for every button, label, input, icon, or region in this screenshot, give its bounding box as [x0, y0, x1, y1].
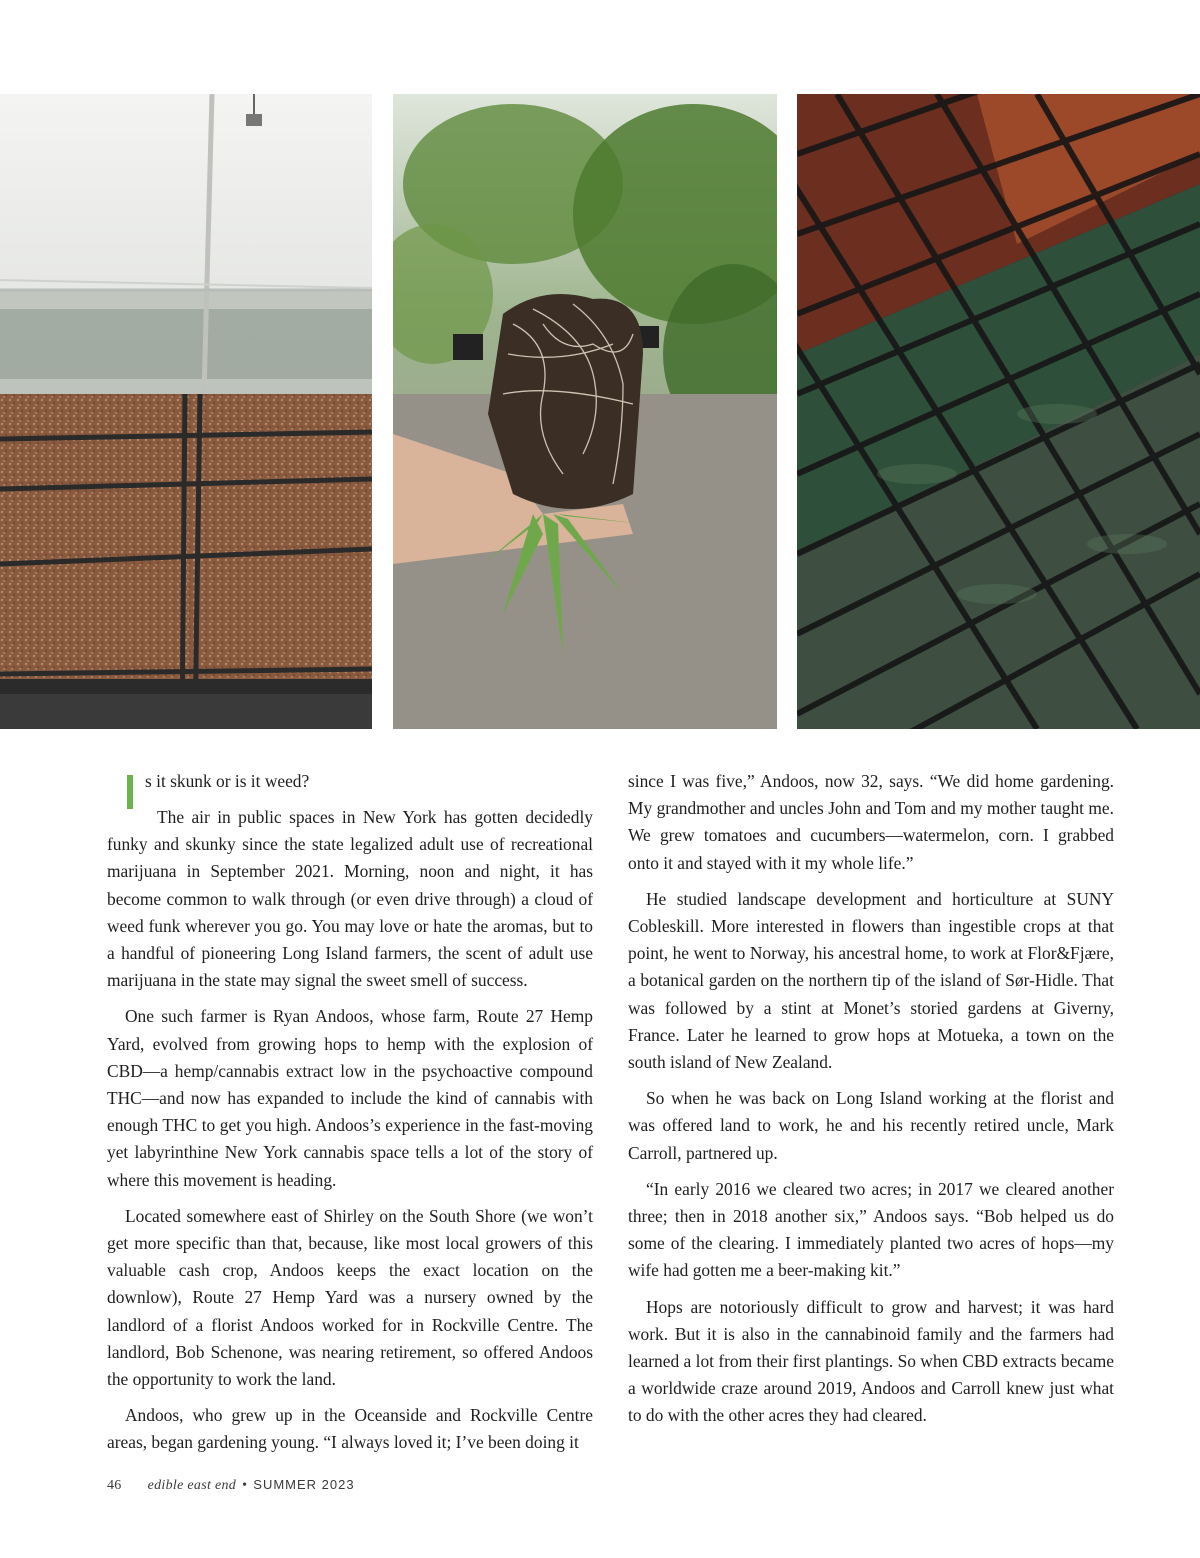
paragraph: So when he was back on Long Island working at the florist and was offered land to work, he and his recently retired uncle, Mark Carroll, partnered up. [628, 1088, 1114, 1163]
page-footer [107, 1477, 355, 1494]
issue-label: SUMMER 2023 [253, 1477, 355, 1492]
lede-text: s it skunk or is it weed? [145, 771, 310, 791]
article-column-left [107, 768, 593, 1466]
paragraph: since I was five,” Andoos, now 32, says. “We did home gardening. My grandmother and uncles John and Tom and my mother taught me. We grew tomatoes and cucumbers—watermelon, corn. I grabbed onto it and stayed with it my whole life.” [628, 771, 1114, 873]
footer-separator: • [242, 1478, 248, 1493]
drop-cap-bar [127, 775, 133, 809]
page-number: 46 [107, 1478, 122, 1493]
paragraph: Andoos, who grew up in the Oceanside and Rockville Centre areas, began gardening young. “I always loved it; I’ve been doing it [107, 1405, 593, 1453]
paragraph: One such farmer is Ryan Andoos, whose farm, Route 27 Hemp Yard, evolved from growing hops to hemp with the explosion of CBD—a hemp/cannabis extract low in the psychoactive compound THC—and now has expanded to include the kind of cannabis with enough THC to get you high. Andoos’s experience in the fast-moving yet labyrinthine New York cannabis space tells a lot of the story of where this movement is heading. [107, 1006, 593, 1190]
photo-soap-bars [797, 94, 1200, 729]
paragraph: He studied landscape development and horticulture at SUNY Cobleskill. More interested in flowers than ingestible crops at that point, he went to Norway, his ancestral home, to work at Flor&Fjære, a botanical garden on the northern tip of the island of Sør-Hidle. That was followed by a stint at Monet’s storied gardens at Giverny, France. Later he learned to grow hops at Motueka, a town on the south island of New Zealand. [628, 888, 1114, 1073]
paragraph: The air in public spaces in New York has gotten decidedly funky and skunky since the state legalized adult use of recreational marijuana in September 2021. Morning, noon and night, it has become common to walk through (or even drive through) a cloud of weed funk wherever you go. You may love or hate the aromas, but to a handful of pioneering Long Island farmers, the scent of adult use marijuana in the state may signal the sweet smell of success. [107, 807, 593, 991]
photo-greenhouse-trays [0, 94, 372, 729]
article-column-right [628, 768, 1114, 1439]
greenhouse-trays-image [0, 94, 372, 729]
paragraph: Hops are notoriously difficult to grow and harvest; it was hard work. But it is also in the cannabinoid family and the farmers had learned a lot from their first plantings. So when CBD extracts became a worldwide craze around 2019, Andoos and Carroll knew just what to do with the other acres they had cleared. [628, 1296, 1114, 1426]
article-lede [107, 768, 593, 795]
photo-root-ball [393, 94, 777, 729]
soap-bars-image [797, 94, 1200, 729]
root-ball-image [393, 94, 777, 729]
magazine-name: edible east end [147, 1478, 237, 1493]
paragraph: “In early 2016 we cleared two acres; in 2017 we cleared another three; then in 2018 another six,” Andoos says. “Bob helped us do some of the clearing. I immediately planted two acres of hops—my wife had gotten me a beer-making kit.” [628, 1178, 1114, 1281]
paragraph: Located somewhere east of Shirley on the South Shore (we won’t get more specific than that, because, like most local growers of this valuable cash crop, Andoos keeps the exact location on the downlow), Route 27 Hemp Yard was a nursery owned by the landlord of a florist Andoos worked for in Rockville Centre. The landlord, Bob Schenone, was nearing retirement, so offered Andoos the opportunity to work the land. [107, 1205, 593, 1390]
